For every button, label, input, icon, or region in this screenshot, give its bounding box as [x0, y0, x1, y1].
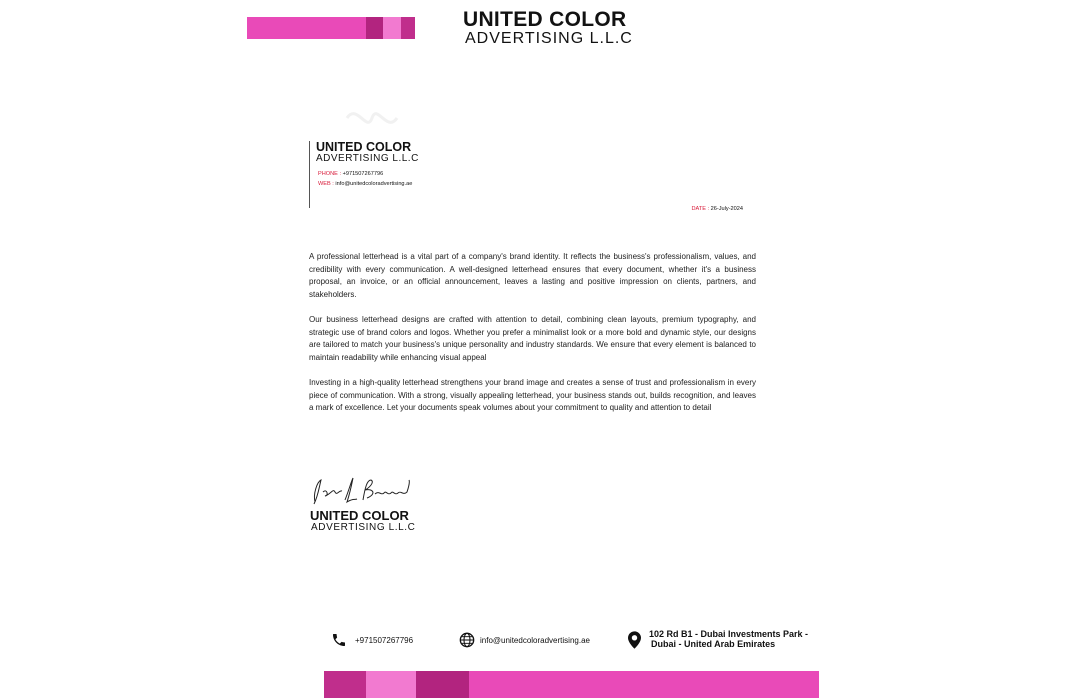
footer-email — [459, 632, 590, 648]
footer-phone — [331, 632, 413, 648]
faint-logo-watermark — [342, 103, 402, 133]
signature-brand-title: UNITED COLOR — [310, 508, 409, 523]
bottom-bar-segment — [324, 671, 366, 698]
header-brand-subtitle: ADVERTISING L.L.C — [465, 30, 633, 47]
globe-icon — [459, 632, 475, 648]
footer-address-line1: 102 Rd B1 - Dubai Investments Park - — [649, 629, 809, 639]
date-value: 26-July-2024 — [710, 206, 743, 212]
signature-brand-subtitle: ADVERTISING L.L.C — [311, 522, 416, 533]
bottom-bar-segment — [366, 671, 416, 698]
letterhead-web — [318, 181, 412, 187]
top-bar-segment — [383, 17, 401, 39]
footer-address-line2: Dubai - United Arab Emirates — [651, 638, 776, 649]
letter-date — [691, 206, 743, 212]
body-paragraph: Investing in a high-quality letterhead strengthens your brand image and creates a sense of trust and professionalism in every piece of communication. With a strong, visually appealing letterhead, your business stands out, builds recognition, and leaves a mark of excellence. Let your documents speak volumes about your commitment to quality and attention to detail — [309, 378, 756, 413]
letterhead-brand-title: UNITED COLOR — [316, 140, 412, 154]
web-value: info@unitedcoloradvertising.ae — [335, 181, 413, 187]
top-bar-segment — [366, 17, 383, 39]
phone-value: +971507267796 — [342, 171, 384, 177]
footer-email-text: info@unitedcoloradvertising.ae — [480, 635, 590, 645]
handwritten-signature — [309, 474, 419, 508]
letterhead-phone — [318, 171, 383, 177]
location-pin-icon — [628, 631, 641, 649]
footer-phone-text: +971507267796 — [355, 635, 414, 645]
phone-label: PHONE : — [318, 171, 342, 177]
top-brand-bar — [247, 17, 415, 39]
header-brand-title: UNITED COLOR — [463, 8, 627, 31]
web-label: WEB : — [318, 181, 334, 187]
bottom-bar-segment — [416, 671, 469, 698]
body-paragraph: Our business letterhead designs are crafted with attention to detail, combining clean layouts, premium typography, and strategic use of brand colors and logos. Whether you prefer a minimalist look or a more bold and dynamic style, our designs are tailored to match your business's unique personality and industry standards. We ensure that every element is balanced to maintain readability while enhancing visual appeal — [309, 315, 756, 362]
top-bar-segment — [401, 17, 415, 39]
footer-address — [628, 630, 808, 649]
date-label: DATE : — [691, 206, 710, 212]
bottom-brand-bar — [324, 671, 819, 698]
phone-icon — [331, 632, 347, 648]
letterhead-brand-subtitle: ADVERTISING L.L.C — [316, 153, 419, 164]
body-paragraph: A professional letterhead is a vital part of a company's brand identity. It reflects the business's professionalism, values, and credibility with every communication. A well-designed letterhead ensures that every document, whether it's a business proposal, an invoice, or an official announcement, leaves a lasting and positive impression on clients, partners, and stakeholders. — [309, 252, 756, 299]
letterhead-divider — [309, 141, 310, 208]
